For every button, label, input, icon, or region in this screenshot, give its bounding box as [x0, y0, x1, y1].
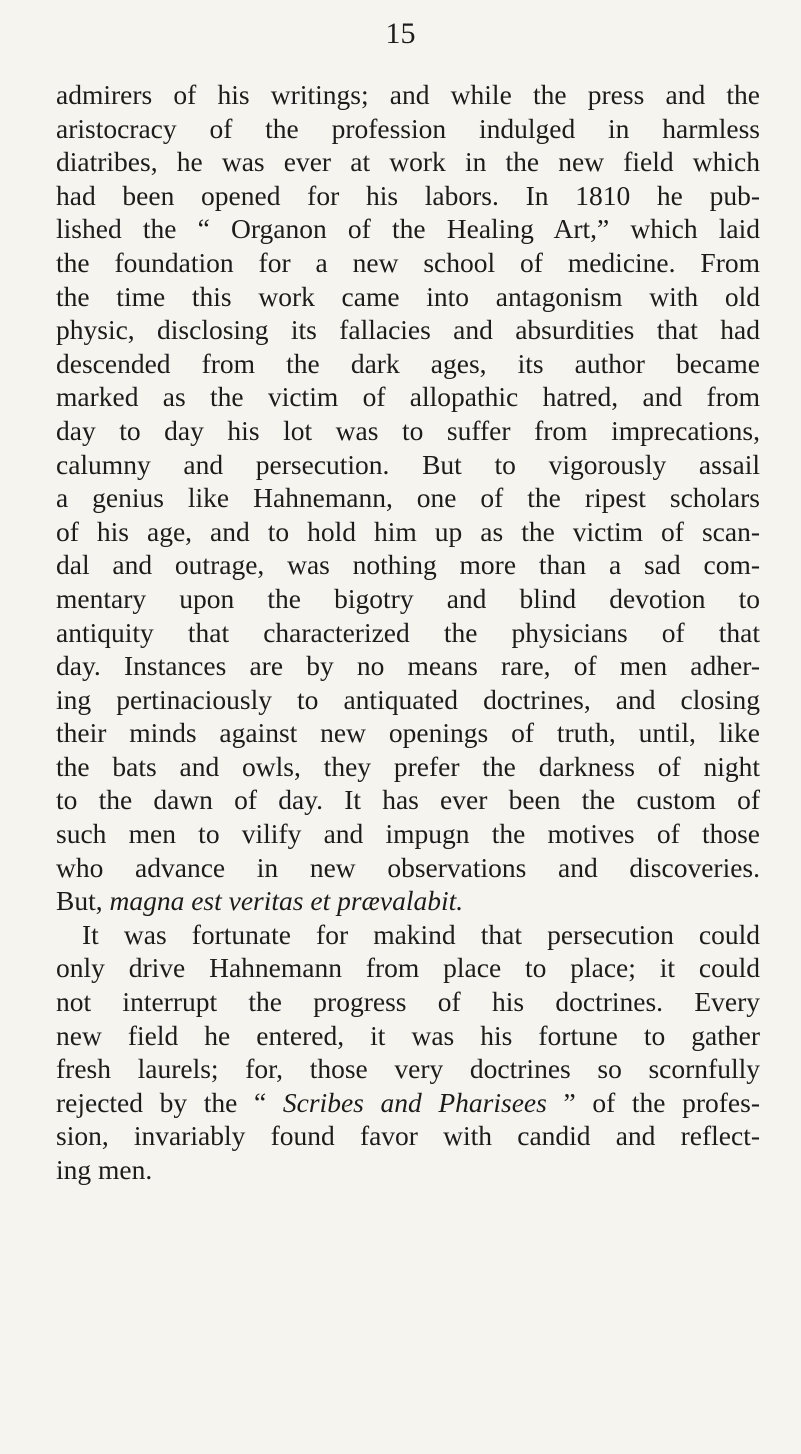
text-line: lished the “ Organon of the Healing Art,” which laid — [56, 213, 760, 245]
text-line: the bats and owls, they prefer the darkness of night — [56, 750, 760, 782]
latin-motto: magna est veritas et prævalabit. — [109, 885, 464, 917]
text-line: marked as the victim of allopathic hatred, and from — [56, 381, 760, 413]
text-run: But, — [56, 885, 110, 917]
scribes-pharisees-phrase: Scribes and Pharisees — [282, 1086, 547, 1118]
text-line: the time this work came into antagonism with old — [56, 280, 760, 312]
text-line: only drive Hahnemann from place to place; it could — [56, 952, 760, 984]
text-line: calumny and persecution. But to vigorously assail — [56, 448, 760, 480]
page-number: 15 — [385, 17, 416, 50]
text-line: dal and outrage, was nothing more than a sad com- — [56, 549, 760, 581]
text-line: their minds against new openings of truth, until, like — [56, 717, 760, 749]
text-line-latin-quote — [56, 884, 760, 918]
text-line-scribes — [56, 1086, 760, 1120]
text-run: ” of the profes- — [546, 1086, 760, 1118]
text-line: mentary upon the bigotry and blind devotion to — [56, 582, 760, 614]
text-line: new field he entered, it was his fortune to gather — [56, 1019, 760, 1051]
text-line: ing men. — [56, 1154, 153, 1185]
paragraph-1 — [56, 78, 760, 918]
text-line: It was fortunate for makind that persecution could — [82, 918, 760, 950]
text-line: the foundation for a new school of medicine. From — [56, 246, 760, 278]
text-run: rejected by the “ — [56, 1086, 283, 1118]
text-line: aristocracy of the profession indulged in harmless — [56, 112, 760, 144]
text-line: ing pertinaciously to antiquated doctrines, and closing — [56, 683, 760, 715]
text-line: not interrupt the progress of his doctrines. Every — [56, 986, 760, 1018]
text-line: sion, invariably found favor with candid and reflect- — [56, 1120, 760, 1152]
text-line: day. Instances are by no means rare, of men adher- — [56, 650, 760, 682]
text-line: had been opened for his labors. In 1810 he pub- — [56, 179, 760, 211]
text-line: antiquity that characterized the physicians of that — [56, 616, 760, 648]
text-line: day to day his lot was to suffer from imprecations, — [56, 414, 760, 446]
paragraph-2 — [56, 918, 760, 1187]
text-line: physic, disclosing its fallacies and absurdities that had — [56, 314, 760, 346]
text-line: such men to vilify and impugn the motives of those — [56, 818, 760, 850]
text-line: descended from the dark ages, its author became — [56, 347, 760, 379]
text-line: admirers of his writings; and while the press and the — [56, 79, 760, 110]
text-line: fresh laurels; for, those very doctrines so scornfully — [56, 1053, 760, 1085]
text-line: who advance in new observations and discoveries. — [56, 851, 760, 883]
text-line: to the dawn of day. It has ever been the custom of — [56, 784, 760, 816]
text-line: a genius like Hahnemann, one of the ripest scholars — [56, 482, 760, 514]
text-line: of his age, and to hold him up as the victim of scan- — [56, 515, 760, 547]
text-line: diatribes, he was ever at work in the new field which — [56, 146, 760, 178]
page-text — [56, 78, 760, 1187]
